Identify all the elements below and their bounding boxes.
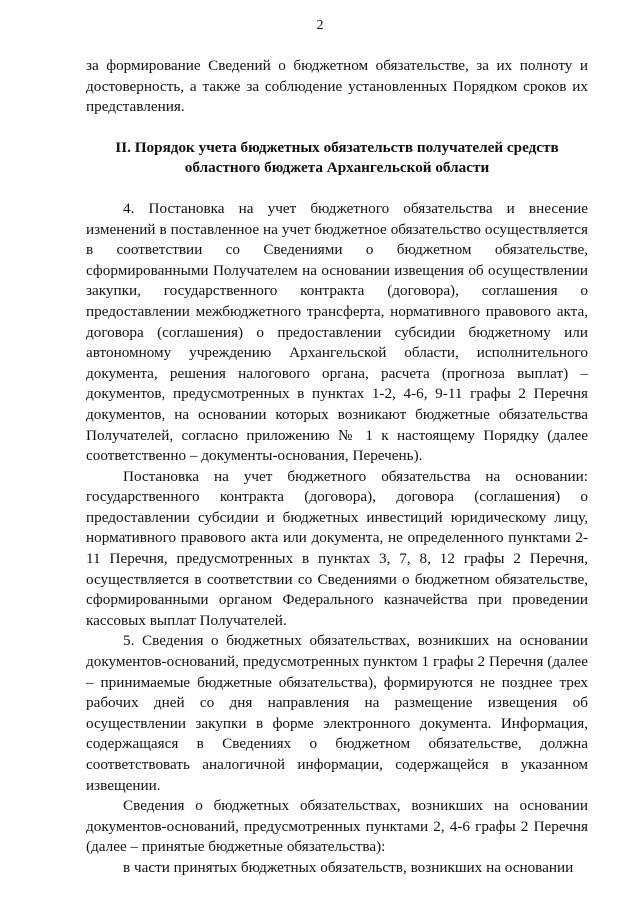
paragraph-item-4: 4. Постановка на учет бюджетного обязательства и внесение изменений в поставленное на учет бюджетное обязательство осуществляется в соответствии со Сведениями о бюджетном обязательстве, сформированными Получателем на основании извещения об осуществлении закупки, государственного контракта (договора), соглашения о предоставлении межбюджетного трансферта, нормативного правового акта, договора (соглашения) о предоставлении субсидии бюджетному или автономному учреждению Архангельской области, исполнительного документа, решения налогового органа, расчета (прогноза выплат) – документов, предусмотренных в пунктах 1-2, 4-6, 9-11 графы 2 Перечня документов, на основании которых возникают бюджетные обязательства Получателей, согласно приложению № 1 к настоящему Порядку (далее соответственно – документы-основания, Перечень). [86,199,588,465]
document-body [86,56,588,879]
paragraph-item-5: 5. Сведения о бюджетных обязательствах, возникших на основании документов-оснований, предусмотренных пунктом 1 графы 2 Перечня (далее – принимаемые бюджетные обязательства), формируются не позднее трех рабочих дней со дня направления на размещение извещения об осуществлении закупки в форме электронного документа. Информация, содержащаяся в Сведениях о бюджетном обязательстве, должна соответствовать аналогичной информации, содержащейся в указанном извещении. [86,632,588,794]
paragraph-item-5-cont: Сведения о бюджетных обязательствах, возникших на основании документов-оснований, предусмотренных пунктами 2, 4-6 графы 2 Перечня (далее – принятые бюджетные обязательства): [86,797,588,856]
section-heading: II. Порядок учета бюджетных обязательств получателей средств областного бюджета Архангельской области [115,138,559,177]
paragraph-continuation: за формирование Сведений о бюджетном обязательстве, за их полноту и достоверность, а также за соблюдение установленных Порядком сроков их представления. [86,57,588,116]
paragraph-item-5-part: в части принятых бюджетных обязательств, возникших на основании [123,858,574,876]
paragraph-item-4-cont: Постановка на учет бюджетного обязательства на основании: государственного контракта (договора), договора (соглашения) о предоставлении субсидии и бюджетных инвестиций юридическому лицу, нормативного правового акта или документа, не определенного пунктами 2-11 Перечня, предусмотренных в пунктах 3, 7, 8, 12 графы 2 Перечня, осуществляется в соответствии со Сведениями о бюджетном обязательстве, сформированными органом Федерального казначейства при проведении кассовых выплат Получателей. [86,467,588,629]
page-number: 2 [316,18,324,33]
